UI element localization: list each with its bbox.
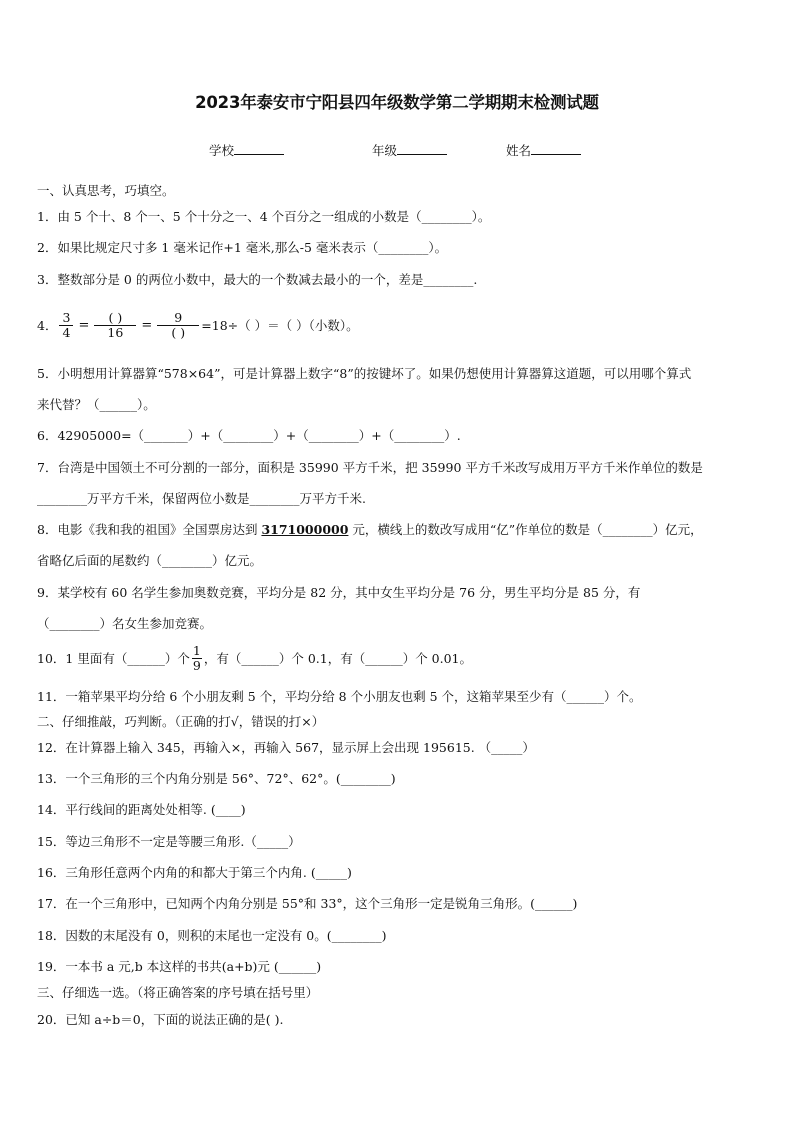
q4-fraction-2-denominator: 16 — [107, 324, 124, 340]
page-title: 2023年泰安市宁阳县四年级数学第二学期期末检测试题 — [195, 93, 599, 112]
q4-fraction-2-numerator[interactable]: ( ) — [108, 309, 123, 325]
name-label: 姓名 — [506, 143, 532, 158]
q10-fraction — [192, 644, 202, 673]
question-8-line-1 — [37, 520, 703, 538]
question-12: 12．在计算器上输入 345，再输入×，再输入 567，显示屏上会出现 195615. （_____） — [37, 740, 535, 755]
school-label: 学校 — [209, 143, 235, 158]
grade-blank[interactable] — [397, 143, 447, 155]
question-20: 20．已知 a÷b＝0，下面的说法正确的是( ). — [37, 1012, 284, 1027]
question-16: 16．三角形任意两个内角的和都大于第三个内角. (_____) — [37, 865, 352, 880]
question-3: 3．整数部分是 0 的两位小数中，最大的一个数减去最小的一个，差是________. — [37, 272, 478, 287]
q4-fraction-1-numerator: 3 — [62, 309, 71, 325]
question-9-line-2: （________）名女生参加竞赛。 — [37, 616, 213, 631]
school-blank[interactable] — [234, 143, 284, 155]
q10-fraction-numerator: 1 — [192, 642, 201, 658]
q4-fraction-2 — [94, 311, 136, 340]
question-14: 14．平行线间的距离处处相等. (____) — [37, 802, 246, 817]
question-15: 15．等边三角形不一定是等腰三角形.（_____） — [37, 834, 301, 849]
question-17: 17．在一个三角形中，已知两个内角分别是 55°和 33°，这个三角形一定是锐角三角形。(______) — [37, 896, 578, 911]
name-blank[interactable] — [531, 143, 581, 155]
question-5-line-1: 5．小明想用计算器算“578×64”，可是计算器上数字“8”的按键坏了。如果仍想使用计算器算这道题，可以用哪个算式 — [37, 366, 692, 381]
question-8-line-2: 省略亿后面的尾数约（________）亿元。 — [37, 553, 263, 568]
q10-part-1: 10．1 里面有（______）个 — [37, 651, 190, 666]
q4-fraction-1 — [59, 311, 73, 340]
q4-rest: =18÷（ ）＝（ ）（小数）。 — [201, 318, 359, 333]
question-18: 18．因数的末尾没有 0，则积的末尾也一定没有 0。(________) — [37, 928, 387, 943]
q4-fraction-3-numerator: 9 — [174, 309, 183, 325]
q10-fraction-denominator: 9 — [192, 657, 201, 673]
section-3-heading: 三、仔细选一选。（将正确答案的序号填在括号里） — [37, 985, 319, 1000]
question-1: 1．由 5 个十、8 个一、5 个十分之一、4 个百分之一组成的小数是（________）。 — [37, 209, 491, 224]
school-field — [209, 141, 284, 159]
q8-underlined-number: 3171000000 — [261, 522, 349, 537]
q4-number: 4． — [37, 318, 58, 333]
q8-part-2: 元，横线上的数改写成用“亿”作单位的数是（________）亿元， — [348, 522, 703, 537]
question-7-line-2: ________万平方千米，保留两位小数是________万平方千米. — [37, 491, 366, 506]
question-5-line-2: 来代替？（______）。 — [37, 397, 156, 412]
section-1-heading: 一、认真思考，巧填空。 — [37, 183, 175, 198]
question-10 — [37, 638, 472, 678]
grade-field — [372, 141, 447, 159]
question-9-line-1: 9．某学校有 60 名学生参加奥数竞赛，平均分是 82 分，其中女生平均分是 76 分，男生平均分是 85 分，有 — [37, 585, 641, 600]
q4-equals-2: = — [141, 317, 153, 333]
question-19: 19．一本书 a 元,b 本这样的书共(a+b)元 (______) — [37, 959, 322, 974]
question-4 — [37, 300, 359, 350]
q4-fraction-3 — [157, 311, 199, 340]
question-2: 2．如果比规定尺寸多 1 毫米记作+1 毫米,那么-5 毫米表示（________）。 — [37, 240, 448, 255]
section-2-heading: 二、仔细推敲，巧判断。（正确的打√，错误的打×） — [37, 714, 325, 729]
question-7-line-1: 7．台湾是中国领土不可分割的一部分，面积是 35990 平方千米，把 35990 平方千米改写成用万平方千米作单位的数是 — [37, 460, 703, 475]
q8-part-1: 8．电影《我和我的祖国》全国票房达到 — [37, 522, 262, 537]
question-6: 6．42905000=（_______）+（________）+（________）+（________）. — [37, 428, 461, 443]
name-field — [506, 141, 581, 159]
q10-part-2: ，有（______）个 0.1，有（______）个 0.01。 — [203, 651, 473, 666]
q4-fraction-3-denominator[interactable]: ( ) — [171, 324, 186, 340]
question-13: 13．一个三角形的三个内角分别是 56°、72°、62°。(________) — [37, 771, 396, 786]
q4-equals-1: = — [78, 317, 90, 333]
question-11: 11．一箱苹果平均分给 6 个小朋友剩 5 个，平均分给 8 个小朋友也剩 5 个，这箱苹果至少有（______）个。 — [37, 689, 642, 704]
q4-fraction-1-denominator: 4 — [62, 324, 71, 340]
grade-label: 年级 — [372, 143, 398, 158]
